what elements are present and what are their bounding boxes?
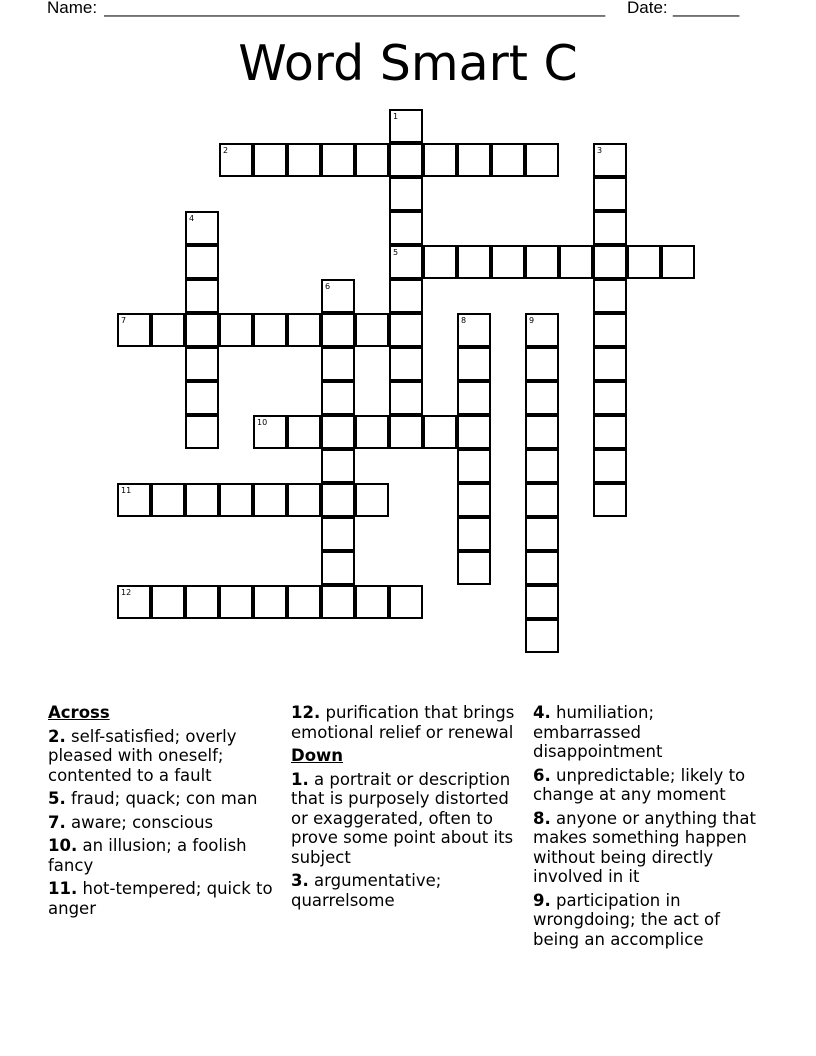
clue-down-9 [533,891,765,950]
cell-number: 1 [393,112,399,121]
grid-cell[interactable] [355,585,389,619]
cell-number: 12 [121,588,132,597]
cell-number: 2 [223,146,229,155]
clue-down-8 [533,809,765,887]
clue-number: 2. [48,726,66,746]
grid-cell[interactable] [287,585,321,619]
grid-cell[interactable] [661,245,695,279]
clue-down-1 [291,770,523,868]
grid-cell[interactable] [423,143,457,177]
grid-cell[interactable] [457,143,491,177]
grid-cell[interactable] [525,619,559,653]
grid-cell[interactable] [321,585,355,619]
clue-text: an illusion; a foolish fancy [48,836,247,875]
grid-cell[interactable] [253,585,287,619]
grid-cell[interactable] [219,483,253,517]
clue-number: 5. [48,789,66,808]
grid-cell[interactable] [219,585,253,619]
grid-cell[interactable] [593,415,627,449]
grid-cell[interactable] [321,551,355,585]
grid-cell[interactable] [525,381,559,415]
grid-cell[interactable] [185,347,219,381]
grid-cell[interactable] [355,143,389,177]
grid-cell[interactable] [321,483,355,517]
grid-cell[interactable] [525,245,559,279]
grid-cell[interactable] [525,483,559,517]
grid-cell[interactable] [185,483,219,517]
grid-cell[interactable] [525,585,559,619]
clue-text: self-satisfied; overly pleased with oneself; contented to a fault [48,726,237,785]
grid-cell[interactable] [185,279,219,313]
grid-cell[interactable] [593,483,627,517]
grid-cell[interactable] [389,245,423,279]
cell-number: 8 [461,316,467,325]
date-label: Date: [627,0,668,17]
grid-cell[interactable] [355,483,389,517]
grid-cell[interactable] [389,381,423,415]
grid-cell[interactable] [185,585,219,619]
grid-cell[interactable] [151,585,185,619]
grid-cell[interactable] [287,483,321,517]
grid-cell[interactable] [457,449,491,483]
grid-cell[interactable] [321,517,355,551]
grid-cell[interactable] [457,347,491,381]
clue-number: 6. [533,765,551,785]
grid-cell[interactable] [287,415,321,449]
grid-cell[interactable] [117,585,151,619]
grid-cell[interactable] [389,313,423,347]
grid-cell[interactable] [389,585,423,619]
clue-text: anyone or anything that makes something happen without being directly involved in it [533,808,756,886]
grid-cell[interactable] [491,143,525,177]
clue-column-2 [291,703,523,914]
grid-cell[interactable] [253,415,287,449]
grid-cell[interactable] [491,245,525,279]
cell-number: 10 [257,418,268,427]
clue-number: 4. [533,703,551,722]
grid-cell[interactable] [423,245,457,279]
grid-cell[interactable] [185,211,219,245]
clue-down-6 [533,766,765,805]
cell-number: 3 [597,146,603,155]
grid-cell[interactable] [185,415,219,449]
grid-cell[interactable] [389,415,423,449]
clue-across-7 [48,813,280,833]
date-blank[interactable]: _______ [673,0,740,17]
cell-number: 4 [189,214,195,223]
grid-cell[interactable] [321,279,355,313]
grid-cell[interactable] [117,313,151,347]
clue-column-1 [48,703,280,922]
cell-number: 5 [393,248,399,257]
grid-cell[interactable] [151,313,185,347]
grid-cell[interactable] [525,415,559,449]
clue-across-2 [48,727,280,786]
grid-cell[interactable] [185,245,219,279]
grid-cell[interactable] [287,143,321,177]
grid-cell[interactable] [321,347,355,381]
clue-column-3 [533,703,765,953]
clue-text: a portrait or description that is purposely distorted or exaggerated, often to prove some point about its subject [291,769,514,867]
clue-number: 12. [291,703,321,722]
name-blank[interactable]: _____________________________________________________ [104,0,606,17]
grid-cell[interactable] [253,143,287,177]
grid-cell[interactable] [525,143,559,177]
grid-cell[interactable] [355,313,389,347]
grid-cell[interactable] [219,143,253,177]
grid-cell[interactable] [593,313,627,347]
grid-cell[interactable] [321,313,355,347]
grid-cell[interactable] [253,483,287,517]
grid-cell[interactable] [219,313,253,347]
grid-cell[interactable] [457,517,491,551]
clue-number: 7. [48,812,66,832]
grid-cell[interactable] [593,449,627,483]
grid-cell[interactable] [389,211,423,245]
clue-text: humiliation; embarrassed disappointment [533,703,663,761]
across-heading: Across [48,703,110,722]
grid-cell[interactable] [389,143,423,177]
grid-cell[interactable] [253,313,287,347]
clue-number: 9. [533,890,551,910]
cell-number: 6 [325,282,331,291]
cell-number: 7 [121,316,127,325]
page-title: Word Smart C [238,35,578,92]
clue-text: argumentative; quarrelsome [291,871,442,910]
grid-cell[interactable] [321,449,355,483]
grid-cell[interactable] [593,279,627,313]
clue-across-12 [291,703,523,742]
clue-number: 3. [291,871,309,890]
grid-cell[interactable] [457,551,491,585]
grid-cell[interactable] [355,415,389,449]
clue-text: participation in wrongdoing; the act of being an accomplice [533,890,720,949]
name-label: Name: [47,0,98,17]
grid-cell[interactable] [321,143,355,177]
down-heading: Down [291,746,344,765]
clue-number: 1. [291,769,309,789]
grid-cell[interactable] [593,177,627,211]
grid-cell[interactable] [559,245,593,279]
clue-text: unpredictable; likely to change at any moment [533,765,746,804]
grid-cell[interactable] [389,109,423,143]
clue-text: fraud; quack; con man [71,789,258,808]
grid-cell[interactable] [457,483,491,517]
grid-cell[interactable] [525,449,559,483]
clue-number: 10. [48,836,78,855]
grid-cell[interactable] [185,381,219,415]
clue-across-5 [48,789,280,809]
grid-cell[interactable] [457,415,491,449]
grid-cell[interactable] [321,381,355,415]
grid-cell[interactable] [457,245,491,279]
grid-cell[interactable] [117,483,151,517]
grid-cell[interactable] [525,517,559,551]
clue-number: 11. [48,879,78,898]
clue-number: 8. [533,808,551,828]
grid-cell[interactable] [593,211,627,245]
grid-cell[interactable] [321,415,355,449]
grid-cell[interactable] [457,381,491,415]
clue-down-4 [533,703,765,762]
clue-across-11 [48,879,280,918]
grid-cell[interactable] [593,381,627,415]
grid-cell[interactable] [389,347,423,381]
clue-down-3 [291,871,523,910]
grid-cell[interactable] [627,245,661,279]
grid-cell[interactable] [525,347,559,381]
grid-cell[interactable] [287,313,321,347]
grid-cell[interactable] [593,347,627,381]
grid-cell[interactable] [389,279,423,313]
grid-cell[interactable] [457,313,491,347]
grid-cell[interactable] [525,313,559,347]
grid-cell[interactable] [593,143,627,177]
grid-cell[interactable] [525,551,559,585]
grid-cell[interactable] [151,483,185,517]
grid-cell[interactable] [185,313,219,347]
clue-text: aware; conscious [71,812,214,832]
clue-text: hot-tempered; quick to anger [48,879,273,918]
cell-number: 9 [529,316,535,325]
cell-number: 11 [121,486,132,495]
clue-text: purification that brings emotional relief or renewal [291,703,515,742]
grid-cell[interactable] [593,245,627,279]
grid-cell[interactable] [389,177,423,211]
grid-cell[interactable] [423,415,457,449]
clue-across-10 [48,836,280,875]
